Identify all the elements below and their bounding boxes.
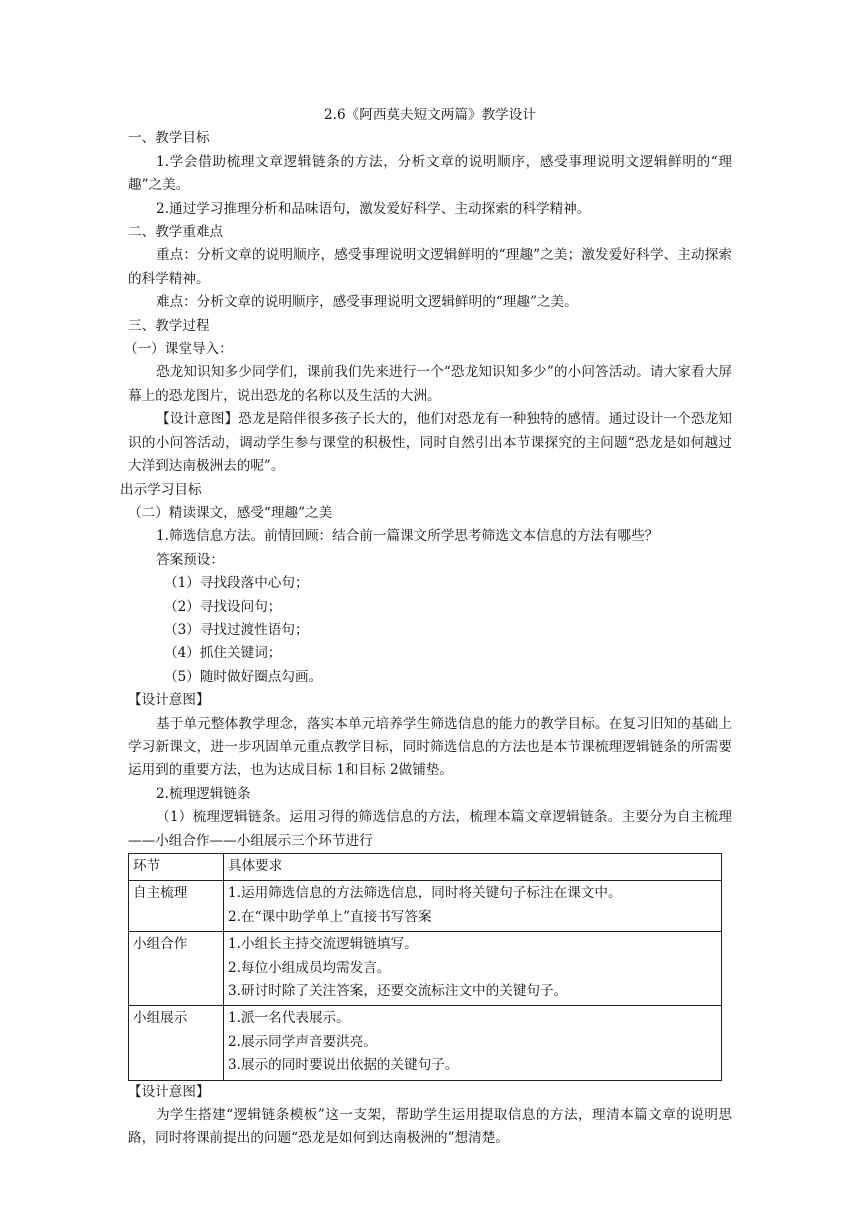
requirement-item: 2.每位小组成员均需发言。 xyxy=(228,959,391,976)
section-heading-goals: 一、教学目标 xyxy=(128,130,210,147)
filter-method-question: 1.筛选信息方法。前情回顾：结合前一篇课文所学思考筛选文本信息的方法有哪些？ xyxy=(156,528,659,545)
document-title: 2.6《阿西莫夫短文两篇》教学设计 xyxy=(324,107,536,123)
logic-chain-text: （1）梳理逻辑链条。运用习得的筛选信息的方法，梳理本篇文章逻辑链条。主要分为自主梳理——小组合作——小组展示三个环节进行 xyxy=(128,809,732,849)
table-header-cell: 环节 xyxy=(129,854,224,881)
subsection-reading-heading: （二）精读课文，感受“理趣”之美 xyxy=(128,504,333,521)
document-body xyxy=(120,104,732,1151)
design-intent-text-2: 为学生搭建“逻辑链条模板”这一支架，帮助学生运用提取信息的方法，理清本篇文章的说明思路，同时将课前提出的问题“恐龙是如何到达南极洲的”想清楚。 xyxy=(128,1107,732,1147)
intro-design-intent: 【设计意图】恐龙是陪伴很多孩子长大的，他们对恐龙有一种独特的感情。通过设计一个恐龙知识的小问答活动，调动学生参与课堂的积极性，同时自然引出本节课探究的主问题“恐龙是如何越过大洋到达南极洲去的呢”。 xyxy=(128,411,732,475)
answer-item: （3）寻找过渡性语句； xyxy=(164,621,309,638)
requirement-item: 2.展示同学声音要洪亮。 xyxy=(228,1033,377,1050)
requirements-cell xyxy=(224,1006,722,1080)
stage-cell: 小组展示 xyxy=(129,1006,224,1080)
section-heading-process: 三、教学过程 xyxy=(128,317,210,334)
requirement-item: 2.在“课中助学单上”直接书写答案 xyxy=(228,908,432,925)
show-goals-line: 出示学习目标 xyxy=(120,481,202,498)
answer-preset-label: 答案预设： xyxy=(156,551,224,568)
requirement-item: 1.派一名代表展示。 xyxy=(228,1010,350,1027)
table-header-cell: 具体要求 xyxy=(224,854,722,881)
answer-item: （1）寻找段落中心句； xyxy=(164,575,309,592)
design-intent-label-2: 【设计意图】 xyxy=(128,1083,210,1100)
answer-item: （5）随时做好圈点勾画。 xyxy=(164,668,323,685)
goal-2: 2.通过学习推理分析和品味语句，激发爱好科学、主动探索的科学精神。 xyxy=(156,200,591,217)
logic-chain-heading: 2.梳理逻辑链条 xyxy=(156,785,251,802)
difficult-point: 难点：分析文章的说明顺序，感受事理说明文逻辑鲜明的“理趣”之美。 xyxy=(156,294,578,311)
table-row xyxy=(129,881,722,932)
table-row xyxy=(129,1006,722,1080)
design-intent-label: 【设计意图】 xyxy=(128,692,210,709)
table-header-row xyxy=(129,854,722,881)
intro-text: 恐龙知识知多少同学们，课前我们先来进行一个“恐龙知识知多少”的小问答活动。请大家看大屏幕上的恐龙图片，说出恐龙的名称以及生活的大洲。 xyxy=(128,364,732,404)
goal-1: 1.学会借助梳理文章逻辑链条的方法，分析文章的说明顺序，感受事理说明文逻辑鲜明的“理趣”之美。 xyxy=(128,153,732,194)
section-heading-key-points: 二、教学重难点 xyxy=(128,224,224,241)
requirement-item: 1.运用筛选信息的方法筛选信息，同时将关键句子标注在课文中。 xyxy=(228,885,622,902)
design-intent-text: 基于单元整体教学理念，落实本单元培养学生筛选信息的能力的教学目标。在复习旧知的基础上学习新课文，进一步巩固单元重点教学目标，同时筛选信息的方法也是本节课梳理逻辑链条的所需要运用到的重要方法，也为达成目标 1和目标 2做铺垫。 xyxy=(128,715,732,779)
requirement-item: 3.展示的同时要说出依据的关键句子。 xyxy=(228,1057,459,1074)
requirement-item: 3.研讨时除了关注答案，还要交流标注文中的关键句子。 xyxy=(228,983,568,1000)
requirements-table xyxy=(128,853,722,1081)
requirements-cell xyxy=(224,881,722,932)
subsection-intro-heading: （一）课堂导入： xyxy=(124,341,233,358)
stage-cell: 小组合作 xyxy=(129,932,224,1006)
table-row xyxy=(129,932,722,1006)
requirements-cell xyxy=(224,932,722,1006)
requirement-item: 1.小组长主持交流逻辑链填写。 xyxy=(228,936,418,953)
key-point: 重点：分析文章的说明顺序，感受事理说明文逻辑鲜明的“理趣”之美；激发爱好科学、主动探索的科学精神。 xyxy=(128,247,732,287)
answer-item: （4）抓住关键词； xyxy=(164,645,282,662)
stage-cell: 自主梳理 xyxy=(129,881,224,932)
answer-item: （2）寻找设问句； xyxy=(164,598,282,615)
